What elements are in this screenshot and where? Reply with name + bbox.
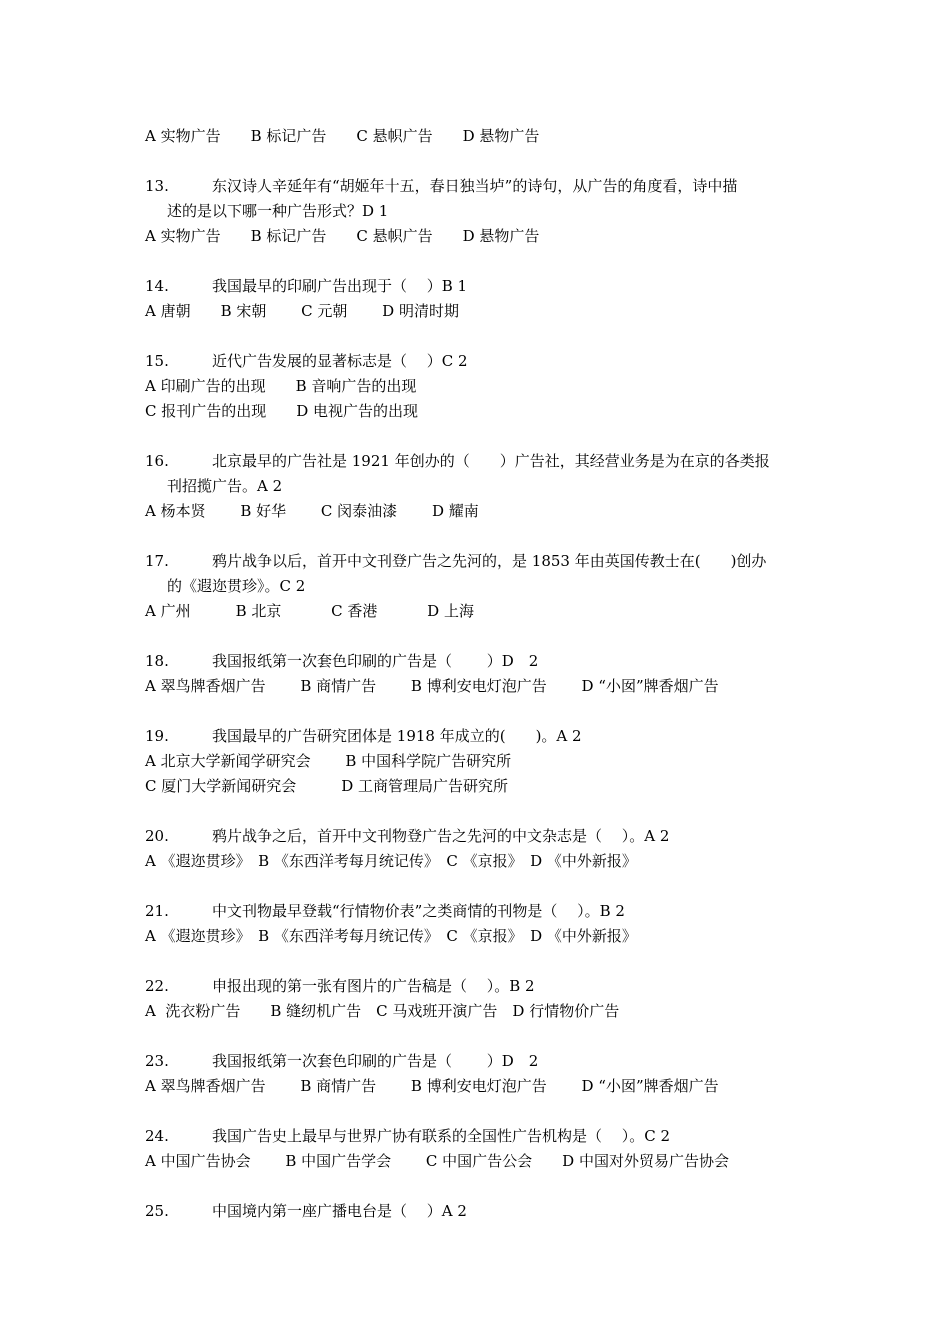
question-number: 18.	[145, 652, 169, 670]
question-line	[145, 449, 815, 474]
question-line	[145, 649, 815, 674]
question-block	[145, 349, 815, 424]
question-block	[145, 824, 815, 874]
question-line	[145, 174, 815, 199]
option-line: A 北京大学新闻学研究会 B 中国科学院广告研究所	[145, 752, 512, 770]
question-line	[145, 1124, 815, 1149]
question-line	[145, 724, 815, 749]
option-line: A 广州 B 北京 C 香港 D 上海	[145, 602, 474, 620]
question-number: 23.	[145, 1052, 169, 1070]
option-line: A 杨本贤 B 好华 C 闵泰油漆 D 耀南	[145, 502, 479, 520]
question-text: 申报出现的第一张有图片的广告稿是（ ）。B 2	[212, 977, 535, 995]
option-line: A 翠鸟牌香烟广告 B 商情广告 B 博利安电灯泡广告 D “小囡”牌香烟广告	[145, 1077, 719, 1095]
question-text: 中国境内第一座广播电台是（ ）A 2	[212, 1202, 467, 1220]
question-block	[145, 449, 815, 524]
question-block	[145, 1049, 815, 1099]
option-line: C 厦门大学新闻研究会 D 工商管理局广告研究所	[145, 777, 509, 795]
option-line: A 唐朝 B 宋朝 C 元朝 D 明清时期	[145, 302, 459, 320]
document-page	[145, 124, 815, 1249]
question-number: 13.	[145, 177, 169, 195]
question-line	[145, 974, 815, 999]
question-text: 我国报纸第一次套色印刷的广告是（ ）D 2	[212, 1052, 539, 1070]
question-number: 17.	[145, 552, 169, 570]
question-number: 25.	[145, 1202, 169, 1220]
option-line: A 实物广告 B 标记广告 C 悬帜广告 D 悬物广告	[145, 127, 540, 145]
question-block	[145, 174, 815, 249]
option-line: A 印刷广告的出现 B 音响广告的出现	[145, 377, 417, 395]
question-block	[145, 549, 815, 624]
question-text-continued: 刊招揽广告。A 2	[167, 477, 283, 495]
option-line: A 洗衣粉广告 B 缝纫机广告 C 马戏班开演广告 D 行情物价广告	[145, 1002, 620, 1020]
option-line: A 《遐迩贯珍》 B 《东西洋考每月统记传》 C 《京报》 D 《中外新报》	[145, 852, 637, 870]
question-number: 20.	[145, 827, 169, 845]
question-number: 22.	[145, 977, 169, 995]
question-text: 鸦片战争以后，首开中文刊登广告之先河的，是 1853 年由英国传教士在( )创办	[212, 552, 767, 570]
question-block	[145, 1199, 815, 1224]
question-block	[145, 974, 815, 1024]
question-number: 14.	[145, 277, 169, 295]
question-block	[145, 1124, 815, 1174]
question-line	[145, 1199, 815, 1224]
question-text: 我国广告史上最早与世界广协有联系的全国性广告机构是（ ）。C 2	[212, 1127, 671, 1145]
question-text: 东汉诗人辛延年有“胡姬年十五，春日独当垆”的诗句，从广告的角度看，诗中描	[212, 177, 738, 195]
question-block-prev	[145, 124, 815, 149]
question-text: 我国最早的印刷广告出现于（ ）B 1	[212, 277, 468, 295]
option-line: A 《遐迩贯珍》 B 《东西洋考每月统记传》 C 《京报》 D 《中外新报》	[145, 927, 637, 945]
question-text-continued: 述的是以下哪一种广告形式？D 1	[167, 202, 389, 220]
option-line: A 中国广告协会 B 中国广告学会 C 中国广告公会 D 中国对外贸易广告协会	[145, 1152, 729, 1170]
question-block	[145, 724, 815, 799]
question-line	[145, 824, 815, 849]
question-number: 24.	[145, 1127, 169, 1145]
question-number: 19.	[145, 727, 169, 745]
question-line	[145, 1049, 815, 1074]
question-text: 北京最早的广告社是 1921 年创办的（ ）广告社，其经营业务是为在京的各类报	[212, 452, 770, 470]
question-line	[145, 349, 815, 374]
question-number: 15.	[145, 352, 169, 370]
question-line	[145, 274, 815, 299]
question-text: 近代广告发展的显著标志是（ ）C 2	[212, 352, 468, 370]
question-line	[145, 549, 815, 574]
question-number: 16.	[145, 452, 169, 470]
option-line: C 报刊广告的出现 D 电视广告的出现	[145, 402, 419, 420]
question-number: 21.	[145, 902, 169, 920]
question-line	[145, 899, 815, 924]
question-text-continued: 的《遐迩贯珍》。C 2	[167, 577, 306, 595]
question-text: 鸦片战争之后，首开中文刊物登广告之先河的中文杂志是（ ）。A 2	[212, 827, 670, 845]
question-list	[145, 174, 815, 1224]
question-block	[145, 899, 815, 949]
option-line: A 翠鸟牌香烟广告 B 商情广告 B 博利安电灯泡广告 D “小囡”牌香烟广告	[145, 677, 719, 695]
question-text: 中文刊物最早登载“行情物价表”之类商情的刊物是（ ）。B 2	[212, 902, 625, 920]
question-block	[145, 649, 815, 699]
option-line: A 实物广告 B 标记广告 C 悬帜广告 D 悬物广告	[145, 227, 540, 245]
question-text: 我国报纸第一次套色印刷的广告是（ ）D 2	[212, 652, 539, 670]
question-text: 我国最早的广告研究团体是 1918 年成立的( )。A 2	[212, 727, 582, 745]
question-block	[145, 274, 815, 324]
